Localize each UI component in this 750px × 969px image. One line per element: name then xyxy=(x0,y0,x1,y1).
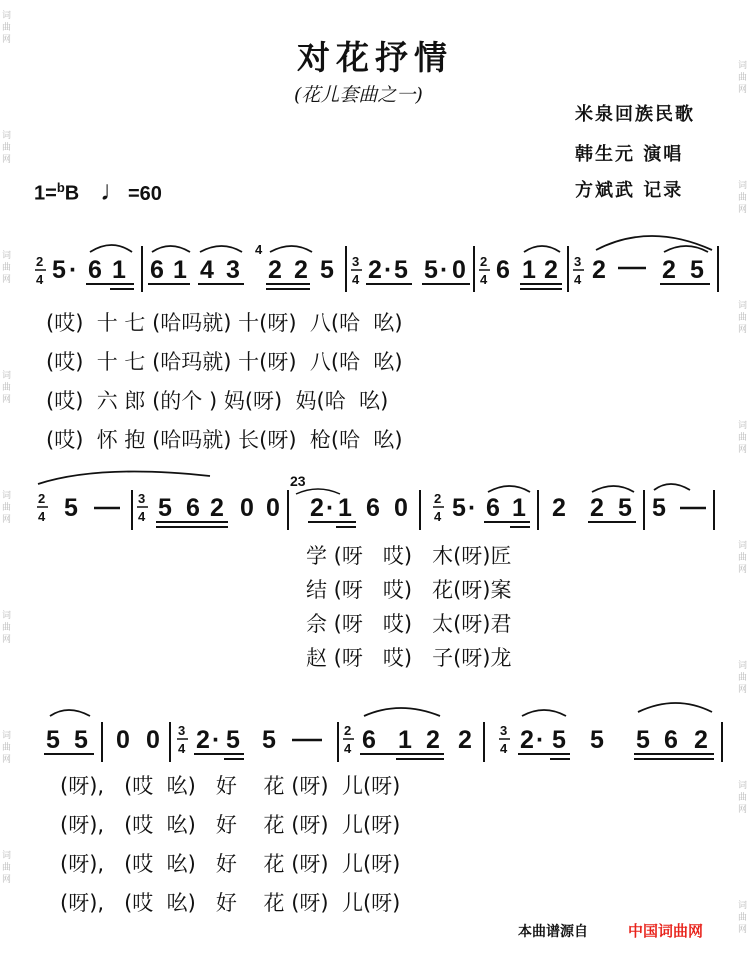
lyric-line: 佘 (呀 哎) 太(呀)君 xyxy=(306,612,512,636)
watermark-text: 词曲网 xyxy=(738,781,748,815)
svg-text:1: 1 xyxy=(398,726,412,754)
svg-text:2: 2 xyxy=(434,491,442,506)
watermark-text: 词曲网 xyxy=(738,61,748,95)
watermark-text: 词曲网 xyxy=(2,251,12,285)
svg-text:2: 2 xyxy=(294,256,308,284)
svg-text:2: 2 xyxy=(310,494,324,522)
lyric-line: (呀), (哎 吆) 好 花 (呀) 儿(呀) xyxy=(60,813,401,837)
svg-text:1: 1 xyxy=(512,494,526,522)
watermark-text: 词曲网 xyxy=(2,611,12,645)
svg-text:5: 5 xyxy=(552,726,566,754)
svg-text:6: 6 xyxy=(88,256,102,284)
svg-text:1: 1 xyxy=(522,256,536,284)
svg-text:2: 2 xyxy=(544,256,558,284)
svg-text:5: 5 xyxy=(320,256,334,284)
svg-text:5: 5 xyxy=(226,726,240,754)
watermark-text: 词曲网 xyxy=(2,491,12,525)
watermark-text: 词曲网 xyxy=(2,131,12,165)
key-prefix: 1= xyxy=(34,182,57,205)
svg-text:2: 2 xyxy=(38,491,46,506)
svg-text:6: 6 xyxy=(186,494,200,522)
lyric-line: 赵 (呀 哎) 子(呀)龙 xyxy=(306,646,512,670)
svg-text:2: 2 xyxy=(268,256,282,284)
svg-text:5: 5 xyxy=(64,494,78,522)
svg-text:2: 2 xyxy=(480,254,488,269)
svg-text:3: 3 xyxy=(226,256,240,284)
svg-text:6: 6 xyxy=(496,256,510,284)
lyric-line: 学 (呀 哎) 木(呀)匠 xyxy=(306,544,512,568)
svg-text:2: 2 xyxy=(36,254,44,269)
watermark-text: 词曲网 xyxy=(738,901,748,935)
svg-text:0: 0 xyxy=(452,256,466,284)
singer-credit: 韩生元 演唱 xyxy=(575,144,684,165)
svg-text:1: 1 xyxy=(338,494,352,522)
svg-text:1: 1 xyxy=(112,256,126,284)
svg-text:5: 5 xyxy=(424,256,438,284)
svg-text:0: 0 xyxy=(146,726,160,754)
svg-text:3: 3 xyxy=(574,254,582,269)
svg-text:4: 4 xyxy=(434,509,442,524)
svg-text:2: 2 xyxy=(662,256,676,284)
watermark-text: 词曲网 xyxy=(738,301,748,335)
svg-text:6: 6 xyxy=(366,494,380,522)
svg-text:5: 5 xyxy=(652,494,666,522)
notation-system-3 xyxy=(44,703,722,762)
svg-text:5: 5 xyxy=(452,494,466,522)
lyric-line: (哎) 六 郎 (的个 ) 妈(呀) 妈(哈 吆) xyxy=(46,389,389,413)
svg-text:4: 4 xyxy=(138,509,146,524)
watermark-text: 词曲网 xyxy=(738,181,748,215)
svg-text:4: 4 xyxy=(574,272,582,287)
lyric-line: 结 (呀 哎) 花(呀)案 xyxy=(306,578,512,602)
svg-text:·: · xyxy=(536,726,545,754)
svg-text:3: 3 xyxy=(178,723,186,738)
svg-text:4: 4 xyxy=(38,509,46,524)
lyric-line: (呀), (哎 吆) 好 花 (呀) 儿(呀) xyxy=(60,891,401,915)
svg-text:5: 5 xyxy=(636,726,650,754)
svg-text:0: 0 xyxy=(394,494,408,522)
svg-text:4: 4 xyxy=(352,272,360,287)
svg-text:2: 2 xyxy=(592,256,606,284)
flat-sign: b xyxy=(56,180,65,195)
svg-text:6: 6 xyxy=(486,494,500,522)
svg-text:3: 3 xyxy=(500,723,508,738)
svg-text:2: 2 xyxy=(520,726,534,754)
svg-text:4: 4 xyxy=(178,741,186,756)
svg-text:6: 6 xyxy=(664,726,678,754)
svg-text:2: 2 xyxy=(426,726,440,754)
quarter-note-icon: ♩ xyxy=(100,175,128,206)
svg-text:4: 4 xyxy=(480,272,488,287)
watermark-text: 词曲网 xyxy=(2,371,12,405)
svg-text:4: 4 xyxy=(344,741,352,756)
svg-text:5: 5 xyxy=(52,256,66,284)
svg-text:·: · xyxy=(468,494,477,522)
svg-text:5: 5 xyxy=(74,726,88,754)
svg-text:2: 2 xyxy=(694,726,708,754)
lyric-line: (哎) 十 七 (哈吗就) 十(呀) 八(哈 吆) xyxy=(46,311,403,335)
notation-system-2 xyxy=(37,472,714,531)
svg-text:3: 3 xyxy=(352,254,360,269)
svg-text:·: · xyxy=(326,494,335,522)
footer-site-link[interactable]: 中国词曲网 xyxy=(628,922,704,940)
grace-note: 23 xyxy=(290,473,306,489)
transcriber-credit: 方斌武 记录 xyxy=(575,180,684,201)
svg-text:6: 6 xyxy=(362,726,376,754)
key-note: B xyxy=(64,182,80,205)
watermark-text: 词曲网 xyxy=(738,421,748,455)
svg-text:0: 0 xyxy=(116,726,130,754)
svg-text:4: 4 xyxy=(255,242,263,257)
lyric-line: (哎) 怀 抱 (哈吗就) 长(呀) 枪(哈 吆) xyxy=(46,428,403,452)
tempo-value: =60 xyxy=(128,183,162,205)
watermark-text: 词曲网 xyxy=(2,851,12,885)
svg-text:2: 2 xyxy=(210,494,224,522)
svg-text:5: 5 xyxy=(46,726,60,754)
svg-text:5: 5 xyxy=(394,256,408,284)
source-credit: 米泉回族民歌 xyxy=(575,104,695,125)
svg-text:0: 0 xyxy=(266,494,280,522)
lyric-line: (呀), (哎 吆) 好 花 (呀) 儿(呀) xyxy=(60,774,401,798)
svg-text:2: 2 xyxy=(458,726,472,754)
footer-source-label: 本曲谱源自 xyxy=(518,924,588,940)
svg-text:3: 3 xyxy=(138,491,146,506)
song-title: 对花抒情 xyxy=(297,38,453,77)
svg-text:4: 4 xyxy=(500,741,508,756)
svg-text:6: 6 xyxy=(150,256,164,284)
svg-text:1: 1 xyxy=(173,256,187,284)
svg-text:2: 2 xyxy=(196,726,210,754)
lyric-line: (呀), (哎 吆) 好 花 (呀) 儿(呀) xyxy=(60,852,401,876)
svg-text:·: · xyxy=(440,256,449,284)
svg-text:2: 2 xyxy=(368,256,382,284)
svg-text:4: 4 xyxy=(36,272,44,287)
notation-system-1 xyxy=(35,236,718,292)
svg-text:·: · xyxy=(384,256,393,284)
song-subtitle: (花儿套曲之一) xyxy=(294,84,423,106)
watermark-text: 词曲网 xyxy=(738,661,748,695)
svg-text:5: 5 xyxy=(590,726,604,754)
svg-text:4: 4 xyxy=(200,256,214,284)
svg-text:2: 2 xyxy=(344,723,352,738)
svg-text:5: 5 xyxy=(618,494,632,522)
watermark-text: 词曲网 xyxy=(2,11,12,45)
lyric-line: (哎) 十 七 (哈玛就) 十(呀) 八(哈 吆) xyxy=(46,350,403,374)
svg-text:0: 0 xyxy=(240,494,254,522)
svg-text:·: · xyxy=(212,726,221,754)
svg-text:·: · xyxy=(69,256,78,284)
watermark-text: 词曲网 xyxy=(738,541,748,575)
svg-text:5: 5 xyxy=(262,726,276,754)
svg-text:5: 5 xyxy=(158,494,172,522)
svg-text:2: 2 xyxy=(552,494,566,522)
svg-text:2: 2 xyxy=(590,494,604,522)
svg-text:5: 5 xyxy=(690,256,704,284)
watermark-text: 词曲网 xyxy=(2,731,12,765)
